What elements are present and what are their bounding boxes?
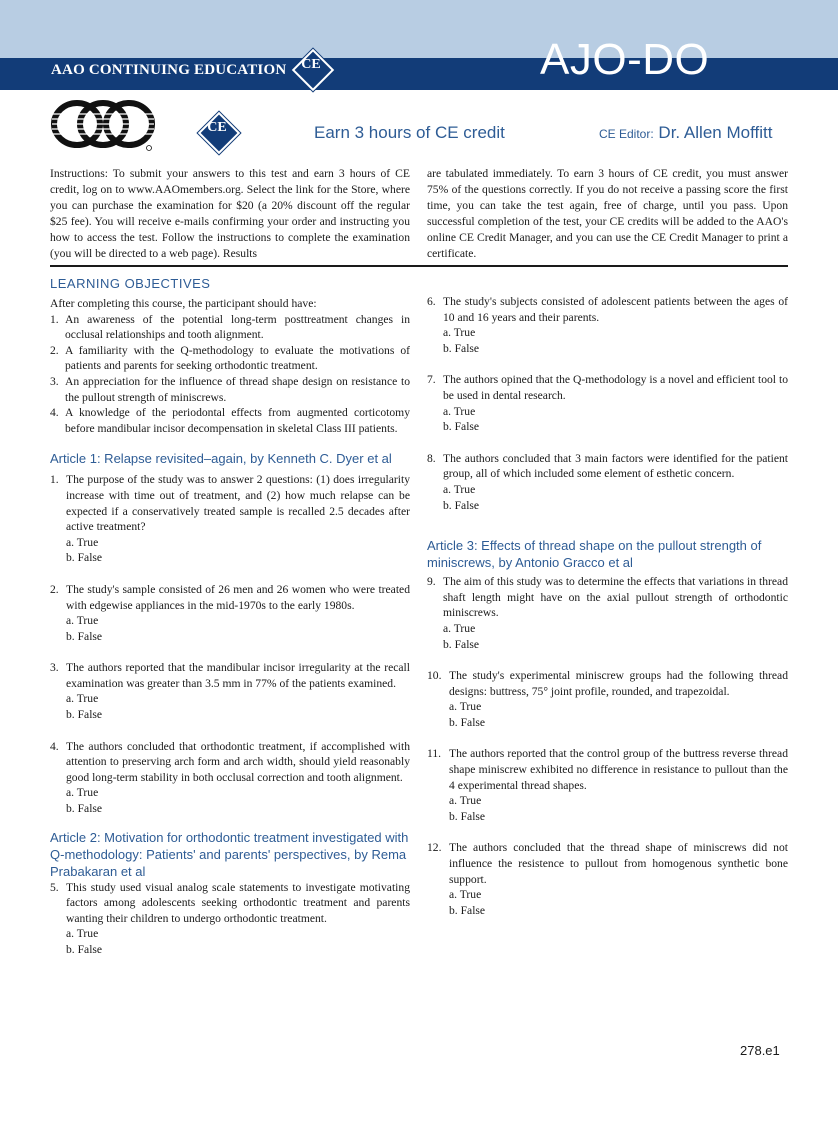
answer-option-true[interactable]: a. True bbox=[66, 927, 99, 941]
answer-option-true[interactable]: a. True bbox=[449, 700, 482, 714]
answer-option-false[interactable]: b. False bbox=[66, 943, 103, 956]
answer-option-true[interactable]: a. True bbox=[449, 888, 482, 902]
earn-credit-text: Earn 3 hours of CE credit bbox=[314, 123, 505, 142]
learning-objective: 1. An awareness of the potential long-term posttreatment changes in occlusal relationships and tooth alignment. bbox=[50, 312, 410, 342]
question-10: 10. The study's experimental miniscrew groups had the following thread designs: buttress, 75° joint profile, rounded, and trapezoidal. a. True b. False bbox=[427, 669, 788, 729]
question-6: 6. The study's subjects consisted of adolescent patients between the ages of 10 and 16 years and their parents. a. True b. False bbox=[427, 295, 788, 355]
answer-option-true[interactable]: a. True bbox=[66, 535, 99, 549]
answer-option-false[interactable]: b. False bbox=[449, 903, 486, 917]
ce-badge-header: CE bbox=[293, 50, 329, 86]
answer-option-true[interactable]: a. True bbox=[66, 692, 99, 706]
answer-option-true[interactable]: a. True bbox=[443, 404, 476, 418]
question-7: 7. The authors opined that the Q-methodology is a novel and efficient tool to be used in dental research. a. True b. False bbox=[427, 373, 788, 434]
answer-option-false[interactable]: b. False bbox=[443, 637, 480, 651]
article-2-heading: Article 2: Motivation for orthodontic treatment investigated with Q-methodology: Patients' and parents' perspectives, by Rema Prabakaran et al bbox=[50, 829, 409, 879]
answer-option-true[interactable]: a. True bbox=[443, 326, 476, 340]
header-top-band bbox=[0, 0, 838, 58]
answer-option-false[interactable]: b. False bbox=[66, 629, 103, 643]
question-12: 12. The authors concluded that the thread shape of miniscrews did not influence the resistence to pullout from homogenous synthetic bone support. a. True b. False bbox=[427, 841, 788, 917]
answer-option-true[interactable]: a. True bbox=[66, 786, 99, 800]
question-4: 4. The authors concluded that orthodontic treatment, if accomplished with attention to preserving arch form and arch width, should yield reasonably good long-term stability in both occlusal correction and tooth alignment. a. True b. False bbox=[50, 739, 410, 816]
aao-rings-logo-icon bbox=[50, 100, 160, 157]
ce-editor-name: Dr. Allen Moffitt bbox=[658, 123, 773, 142]
journal-title: AJO-DO bbox=[540, 35, 710, 84]
article-3-heading: Article 3: Effects of thread shape on the pullout strength of miniscrews, by Antonio Gracco et al bbox=[427, 538, 762, 571]
ce-editor bbox=[599, 123, 772, 143]
section-divider bbox=[50, 265, 788, 267]
learning-objectives-heading: LEARNING OBJECTIVES bbox=[50, 276, 211, 291]
question-2: 2. The study's sample consisted of 26 men and 26 women who were treated with edgewise appliances in the mid-1970s to the early 1980s. a. True b. False bbox=[50, 582, 410, 643]
answer-option-true[interactable]: a. True bbox=[66, 614, 99, 628]
page-number: 278.e1 bbox=[740, 1043, 780, 1058]
question-5: 5. This study used visual analog scale statements to investigate motivating factors among adolescents seeking orthodontic treatment and parents wanting their children to undergo orthodontic treatment. a. True b. False bbox=[50, 880, 410, 956]
question-11: 11. The authors reported that the control group of the buttress reverse thread shape miniscrew exhibited no difference in resistance to pullout than the 4 experimental thread shapes. a. True b. False bbox=[427, 747, 788, 823]
learning-objective: 4. A knowledge of the periodontal effects from augmented corticotomy before mandibular incisor decompensation in skeletal Class III patients. bbox=[50, 406, 410, 435]
question-8: 8. The authors concluded that 3 main factors were identified for the patient group, all of which included some element of esthetic concern. a. True b. False bbox=[427, 451, 788, 512]
left-column bbox=[50, 275, 410, 974]
question-3: 3. The authors reported that the mandibular incisor irregularity at the recall examination was greater than 3.5 mm in 77% of the patients examined. a. True b. False bbox=[50, 661, 410, 722]
ce-editor-label: CE Editor: bbox=[599, 127, 654, 141]
question-1: 1. The purpose of the study was to answer 2 questions: (1) does irregularity increase with time out of treatment, and (2) how much relapse can be expected if a conservatively treated sample is recalled 2.5 decades after active treatment? a. True b. False bbox=[50, 473, 410, 565]
answer-option-false[interactable]: b. False bbox=[449, 715, 486, 729]
article-1-heading: Article 1: Relapse revisited–again, by Kenneth C. Dyer et al bbox=[50, 451, 392, 467]
answer-option-false[interactable]: b. False bbox=[443, 498, 480, 512]
learning-objectives-list bbox=[50, 312, 410, 437]
answer-option-true[interactable]: a. True bbox=[449, 794, 482, 808]
answer-option-false[interactable]: b. False bbox=[66, 708, 103, 722]
instructions-left: Instructions: To submit your answers to this test and earn 3 hours of CE credit, log on to www.AAOmembers.org. Select the link for the Store, where you can purchase the examination for $20 (a 20% discount off the regular $25 fee). You will receive e-mails confirming your order and instructing you how to access the test. Follow the instructions to complete the examination (you will be directed to a web page). Results bbox=[50, 167, 410, 260]
answer-option-false[interactable]: b. False bbox=[443, 420, 480, 434]
answer-option-false[interactable]: b. False bbox=[449, 809, 486, 823]
learning-intro: After completing this course, the participant should have: bbox=[50, 297, 317, 310]
series-title: AAO CONTINUING EDUCATION bbox=[51, 62, 287, 78]
instructions-right: are tabulated immediately. To earn 3 hours of CE credit, you must answer 75% of the questions correctly. If you do not receive a passing score the first time, you can take the test again, free of charge, until you pass. Upon successful completion of the test, your CE credits will be added to the AAO's online CE Credit Manager, and you can use the CE Credit Manager to print a certificate. bbox=[427, 167, 788, 260]
learning-objective: 2. A familiarity with the Q-methodology to evaluate the motivations of patients and parents for seeking orthodontic treatment. bbox=[50, 343, 410, 373]
question-9: 9. The aim of this study was to determine the effects that variations in thread shaft length might have on the axial pullout strength of orthodontic miniscrews. a. True b. False bbox=[427, 575, 788, 651]
answer-option-false[interactable]: b. False bbox=[66, 802, 103, 816]
answer-option-true[interactable]: a. True bbox=[443, 482, 476, 496]
ce-badge-body: CE bbox=[199, 113, 235, 149]
right-column bbox=[427, 294, 788, 934]
answer-option-true[interactable]: a. True bbox=[443, 621, 476, 635]
answer-option-false[interactable]: b. False bbox=[443, 341, 480, 355]
answer-option-false[interactable]: b. False bbox=[66, 551, 103, 565]
learning-objective: 3. An appreciation for the influence of thread shape design on resistance to the pullout strength of miniscrews. bbox=[50, 374, 410, 404]
